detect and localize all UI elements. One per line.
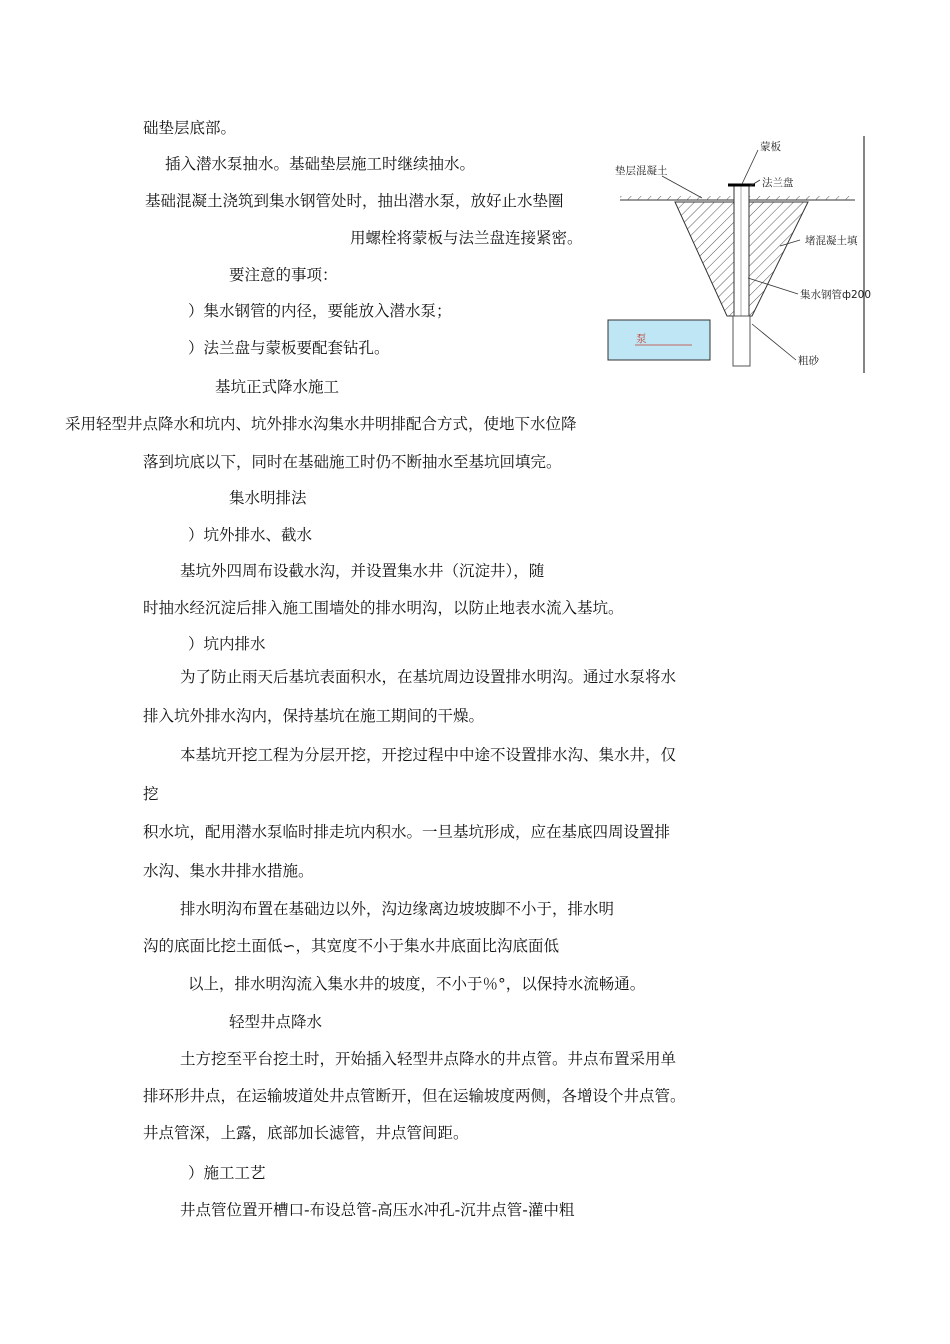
text-line-27: 排环形井点，在运输坡道处井点管断开，但在运输坡度两侧，各增设个井点管。 <box>143 1087 686 1105</box>
text-line-28: 井点管深，上露，底部加长滤管，井点管间距。 <box>143 1124 469 1142</box>
text-line-30: 井点管位置开槽口-布设总管-高压水冲孔-沉井点管-灌中粗 <box>180 1201 575 1219</box>
text-line-23: 沟的底面比挖土面低∽，其宽度不小于集水井底面比沟底面低 <box>143 937 559 955</box>
text-line-18: 本基坑开挖工程为分层开挖，开挖过程中中途不设置排水沟、集水井，仅 <box>180 746 677 764</box>
label-cushion: 垫层混凝土 <box>615 165 668 177</box>
text-line-5: 要注意的事项： <box>229 266 338 284</box>
label-pump: 泵 <box>636 333 647 345</box>
text-line-15: ）坑内排水 <box>188 635 266 653</box>
pump-box <box>608 320 710 360</box>
leader-sand <box>752 324 796 360</box>
label-flange: 法兰盘 <box>762 177 794 189</box>
text-line-20: 积水坑，配用潜水泵临时排走坑内积水。一旦基坑形成，应在基底四周设置排 <box>143 823 671 841</box>
heading-open-drainage: 集水明排法 <box>229 489 307 507</box>
text-line-19: 挖 <box>143 785 159 803</box>
label-cover: 蒙板 <box>760 141 781 153</box>
text-line-26: 土方挖至平台挖土时，开始插入轻型井点降水的井点管。井点布置采用单 <box>180 1050 677 1068</box>
text-line-3: 基础混凝土浇筑到集水钢管处时，抽出潜水泵，放好止水垫圈 <box>145 192 564 210</box>
text-line-2: 插入潜水泵抽水。基础垫层施工时继续抽水。 <box>165 155 476 173</box>
text-line-29: ）施工工艺 <box>188 1164 266 1182</box>
leader-cushion <box>662 176 702 198</box>
steel-pipe <box>734 186 749 316</box>
text-line-7: ）法兰盘与蒙板要配套钻孔。 <box>188 339 390 357</box>
text-line-9: 采用轻型井点降水和坑内、坑外排水沟集水井明排配合方式，使地下水位降 <box>65 415 577 433</box>
text-line-24: 以上，排水明沟流入集水井的坡度，不小于％°，以保持水流畅通。 <box>188 975 646 993</box>
text-line-1: 础垫层底部。 <box>143 119 237 137</box>
heading-light-wellpoint: 轻型井点降水 <box>229 1013 323 1031</box>
text-line-17: 排入坑外排水沟内，保持基坑在施工期间的干燥。 <box>143 707 485 725</box>
text-line-12: ）坑外排水、截水 <box>188 526 313 544</box>
text-line-22: 排水明沟布置在基础边以外，沟边缘离边坡坡脚不小于，排水明 <box>180 900 615 918</box>
label-sand: 粗砂 <box>798 355 819 367</box>
label-plug: 堵混凝土填 <box>805 235 858 247</box>
text-line-13: 基坑外四周布设截水沟，并设置集水井（沉淀井），随 <box>180 562 545 580</box>
text-line-6: ）集水钢管的内径，要能放入潜水泵； <box>188 302 452 320</box>
label-pipe: 集水钢管ф200 <box>800 289 872 301</box>
sump-pit-diagram <box>600 128 875 380</box>
text-line-4: 用螺栓将蒙板与法兰盘连接紧密。 <box>350 229 583 247</box>
text-line-10: 落到坑底以下，同时在基础施工时仍不断抽水至基坑回填完。 <box>143 453 562 471</box>
text-line-16: 为了防止雨天后基坑表面积水，在基坑周边设置排水明沟。通过水泵将水 <box>180 668 677 686</box>
leader-cover <box>742 150 758 184</box>
text-line-21: 水沟、集水井排水措施。 <box>143 862 314 880</box>
text-line-14: 时抽水经沉淀后排入施工围墙处的排水明沟，以防止地表水流入基坑。 <box>143 599 624 617</box>
lower-pipe <box>733 316 750 366</box>
heading-formal-dewatering: 基坑正式降水施工 <box>215 378 340 396</box>
